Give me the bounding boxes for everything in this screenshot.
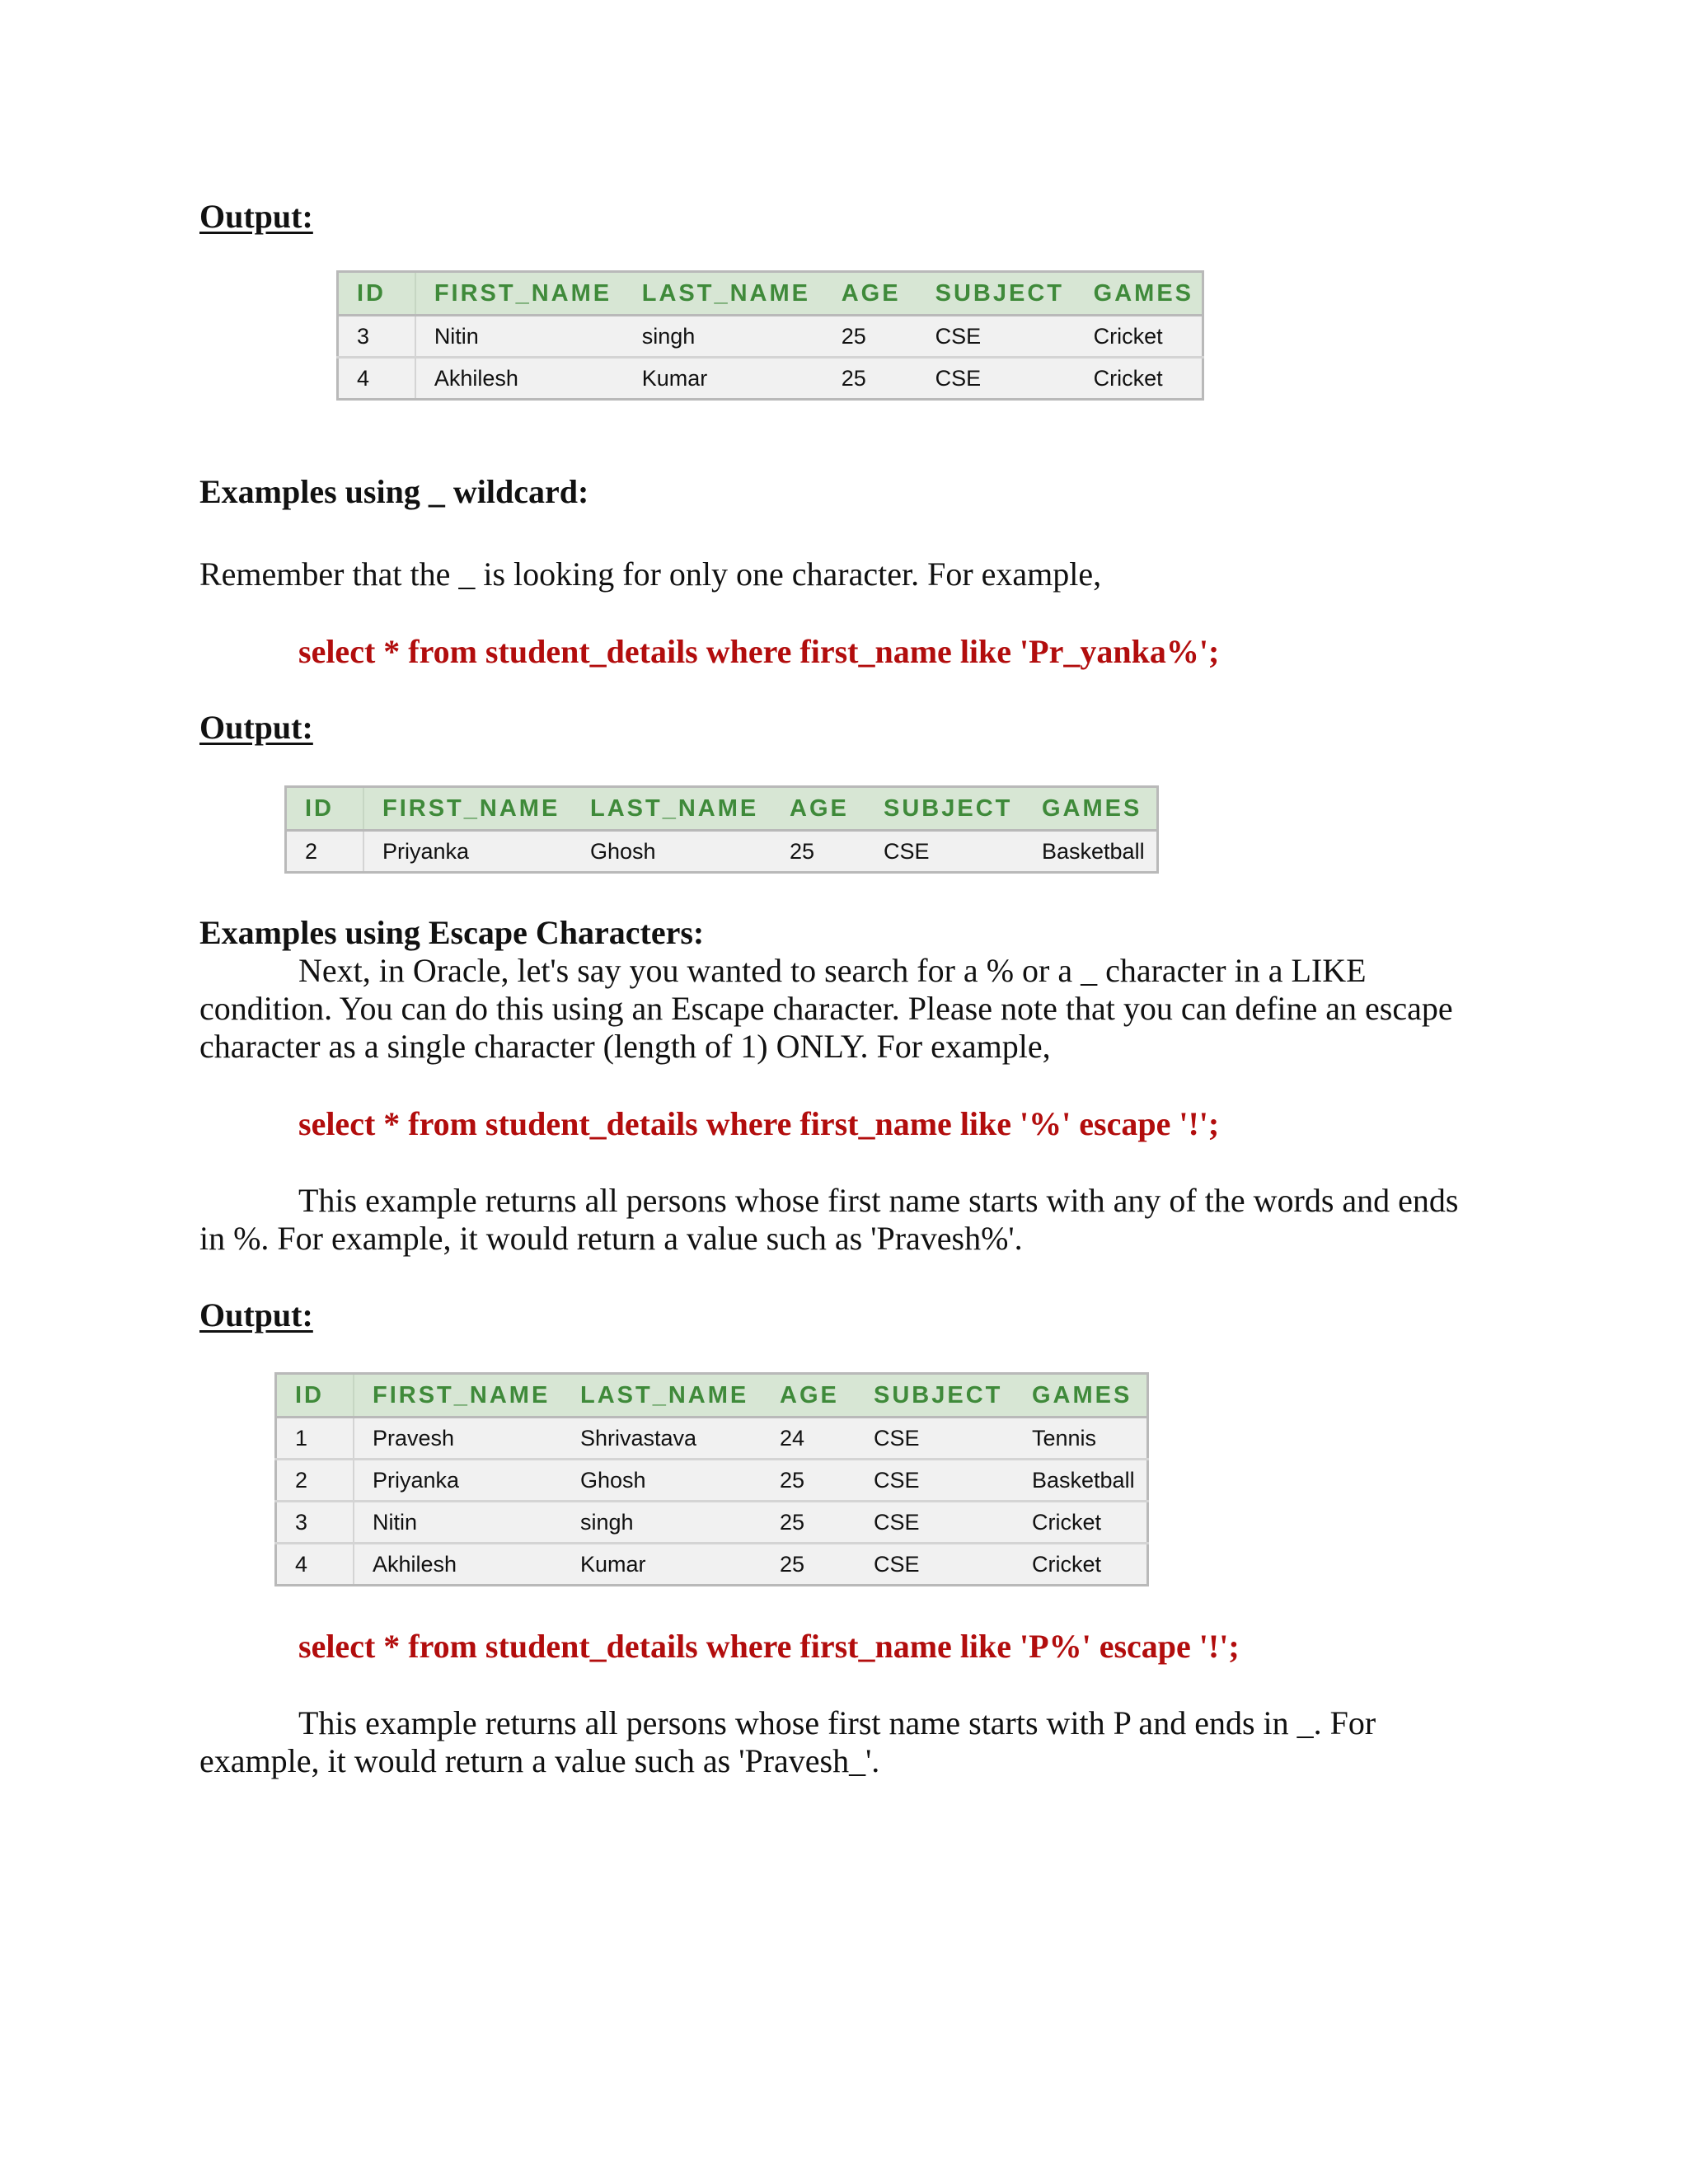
column-header-last-name: LAST_NAME <box>572 787 771 831</box>
cell-subject: CSE <box>917 316 1076 358</box>
table-row <box>338 316 1203 358</box>
cell-last-name: Kumar <box>624 358 823 400</box>
cell-age: 24 <box>762 1418 856 1460</box>
cell-age: 25 <box>762 1544 856 1586</box>
cell-age: 25 <box>771 831 865 873</box>
cell-id: 4 <box>338 358 415 400</box>
sql-query-escape-p-percent: select * from student_details where first_name like 'P%' escape '!'; <box>298 1628 1240 1665</box>
cell-age: 25 <box>823 358 917 400</box>
escape-explanation-1-line-2: in %. For example, it would return a value such as 'Pravesh%'. <box>199 1220 1023 1257</box>
cell-id: 2 <box>276 1460 354 1502</box>
table-row <box>276 1460 1148 1502</box>
cell-games: Basketball <box>1024 831 1158 873</box>
cell-age: 25 <box>762 1460 856 1502</box>
table-row <box>276 1502 1148 1544</box>
escape-characters-heading: Examples using Escape Characters: <box>199 914 705 951</box>
column-header-age: AGE <box>771 787 865 831</box>
cell-id: 3 <box>276 1502 354 1544</box>
column-header-first-name: FIRST_NAME <box>363 787 572 831</box>
escape-paragraph-line-2: condition. You can do this using an Escape character. Please note that you can define an escape <box>199 990 1453 1027</box>
table-row <box>276 1418 1148 1460</box>
table-row <box>338 358 1203 400</box>
table-row <box>286 831 1158 873</box>
column-header-first-name: FIRST_NAME <box>354 1374 562 1418</box>
output-heading-3: Output: <box>199 1296 313 1333</box>
sql-query-escape-percent: select * from student_details where first_name like '%' escape '!'; <box>298 1105 1220 1142</box>
cell-first-name: Akhilesh <box>415 358 624 400</box>
output-table-2 <box>284 785 1159 874</box>
column-header-age: AGE <box>823 272 917 316</box>
escape-paragraph-line-1: Next, in Oracle, let's say you wanted to search for a % or a _ character in a LIKE <box>298 952 1367 989</box>
escape-explanation-2-line-2: example, it would return a value such as 'Pravesh_'. <box>199 1742 880 1779</box>
output-heading-1: Output: <box>199 198 313 235</box>
column-header-games: GAMES <box>1014 1374 1148 1418</box>
cell-games: Tennis <box>1014 1418 1148 1460</box>
cell-games: Cricket <box>1076 316 1203 358</box>
cell-subject: CSE <box>856 1418 1014 1460</box>
column-header-id: ID <box>338 272 415 316</box>
column-header-games: GAMES <box>1076 272 1203 316</box>
cell-subject: CSE <box>856 1460 1014 1502</box>
table-row <box>276 1544 1148 1586</box>
column-header-last-name: LAST_NAME <box>562 1374 762 1418</box>
cell-first-name: Priyanka <box>363 831 572 873</box>
cell-first-name: Priyanka <box>354 1460 562 1502</box>
underscore-wildcard-text: Remember that the _ is looking for only one character. For example, <box>199 555 1102 593</box>
column-header-first-name: FIRST_NAME <box>415 272 624 316</box>
cell-last-name: singh <box>624 316 823 358</box>
table-header-row <box>338 272 1203 316</box>
escape-explanation-2-line-1: This example returns all persons whose first name starts with P and ends in _. For <box>298 1704 1376 1741</box>
output-table-3 <box>274 1372 1149 1586</box>
column-header-subject: SUBJECT <box>865 787 1024 831</box>
cell-last-name: singh <box>562 1502 762 1544</box>
cell-first-name: Nitin <box>415 316 624 358</box>
cell-first-name: Akhilesh <box>354 1544 562 1586</box>
cell-last-name: Kumar <box>562 1544 762 1586</box>
cell-age: 25 <box>823 316 917 358</box>
escape-explanation-1-line-1: This example returns all persons whose first name starts with any of the words and ends <box>298 1182 1459 1219</box>
cell-last-name: Ghosh <box>562 1460 762 1502</box>
column-header-id: ID <box>276 1374 354 1418</box>
output-table-1 <box>336 270 1204 401</box>
cell-subject: CSE <box>917 358 1076 400</box>
underscore-wildcard-heading: Examples using _ wildcard: <box>199 473 589 510</box>
cell-subject: CSE <box>856 1502 1014 1544</box>
column-header-games: GAMES <box>1024 787 1158 831</box>
cell-games: Cricket <box>1076 358 1203 400</box>
cell-last-name: Ghosh <box>572 831 771 873</box>
table-header-row <box>276 1374 1148 1418</box>
output-heading-2: Output: <box>199 709 313 746</box>
cell-games: Cricket <box>1014 1544 1148 1586</box>
column-header-subject: SUBJECT <box>856 1374 1014 1418</box>
cell-first-name: Nitin <box>354 1502 562 1544</box>
cell-subject: CSE <box>856 1544 1014 1586</box>
cell-id: 3 <box>338 316 415 358</box>
cell-games: Cricket <box>1014 1502 1148 1544</box>
column-header-last-name: LAST_NAME <box>624 272 823 316</box>
sql-query-underscore: select * from student_details where first_name like 'Pr_yanka%'; <box>298 633 1220 670</box>
cell-age: 25 <box>762 1502 856 1544</box>
cell-id: 2 <box>286 831 364 873</box>
cell-subject: CSE <box>865 831 1024 873</box>
cell-first-name: Pravesh <box>354 1418 562 1460</box>
column-header-id: ID <box>286 787 364 831</box>
cell-last-name: Shrivastava <box>562 1418 762 1460</box>
cell-games: Basketball <box>1014 1460 1148 1502</box>
column-header-age: AGE <box>762 1374 856 1418</box>
table-header-row <box>286 787 1158 831</box>
cell-id: 1 <box>276 1418 354 1460</box>
column-header-subject: SUBJECT <box>917 272 1076 316</box>
escape-paragraph-line-3: character as a single character (length of 1) ONLY. For example, <box>199 1028 1051 1065</box>
cell-id: 4 <box>276 1544 354 1586</box>
